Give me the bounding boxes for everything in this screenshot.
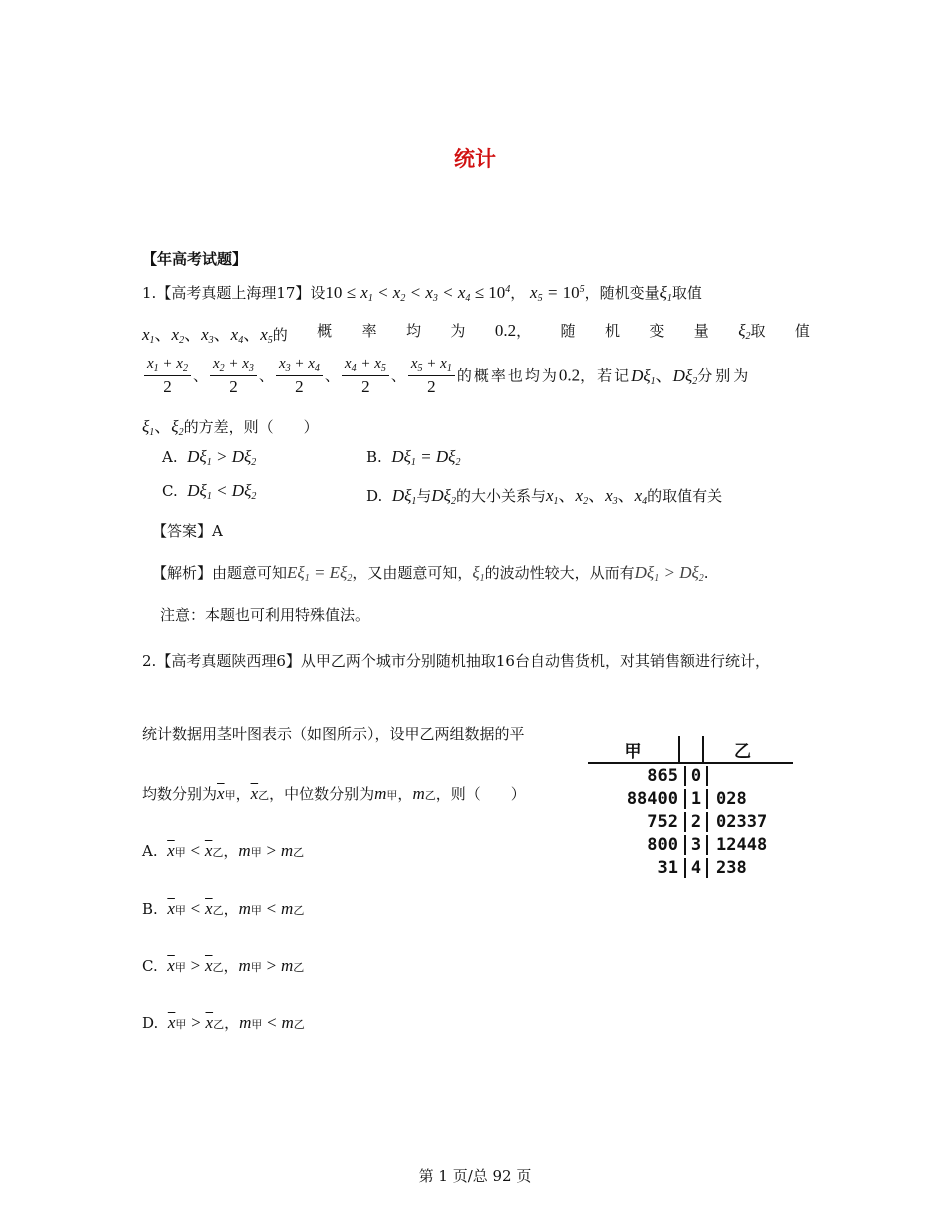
stem-1: 1 [684, 789, 708, 809]
q1-comma: ， [516, 322, 532, 340]
stem-row-0 [588, 764, 793, 787]
q2b-sub4: 乙 [293, 904, 305, 917]
m-yi: m [412, 784, 425, 803]
q1-xi12: $\xi_1$、$\xi_2$ [142, 417, 184, 438]
q1-prob-value: 0.2 [494, 321, 517, 340]
q1-line3-text: 的概率也均为 [456, 366, 559, 385]
q2-opt-a-median: > [266, 841, 277, 860]
sub-yi-1: 乙 [258, 789, 270, 802]
leaf-left-3: 800 [647, 834, 678, 855]
q1-w-3: 均 [406, 322, 422, 340]
q2-line3a: 均数分别为 [142, 785, 218, 803]
stem-row-4 [588, 856, 793, 879]
option-c-expr: $D\xi_1 < D\xi_2$ [187, 481, 257, 502]
q2-line1-text: 从甲乙两个城市分别随机抽取16台自动售货机，对其销售额进行统计， [300, 652, 770, 670]
analysis-label: 【解析】 [152, 564, 213, 582]
xbar-yi: $\overline{x}$ [250, 784, 259, 803]
q2-line3b: ，中位数分别为 [269, 785, 375, 803]
q1-analysis: 【解析】由题意可知$E\xi_1 = E\xi_2$，又由题意可知，$\xi_1$的波动性较大，从而有$D\xi_1 > D\xi_2$. [152, 563, 709, 584]
page-footer: 第 1 页/总 92 页 [418, 1167, 532, 1185]
leaf-right-1: 028 [716, 788, 747, 809]
sub-jia-2: 甲 [386, 789, 398, 802]
analysis-m3: $D\xi_1 > D\xi_2$ [634, 563, 704, 584]
q1-rv2-value: 值 [794, 322, 810, 340]
frac-5: $\frac{x_5 + x_1}{2}$ [408, 356, 455, 397]
q1-source: 【高考真题上海理17】 [156, 284, 311, 302]
q1-number: 1. [142, 284, 157, 302]
q1-option-a[interactable] [162, 447, 256, 468]
option-b-expr: $D\xi_1 = D\xi_2$ [391, 447, 461, 468]
q1-w-5: 随 [560, 322, 576, 340]
q2-line-1 [142, 650, 770, 671]
analysis-m1: $E\xi_1 = E\xi_2$ [287, 563, 353, 584]
option-d-t3: 的取值有关 [647, 487, 723, 505]
option-a-expr: $D\xi_1 > D\xi_2$ [187, 447, 257, 468]
q2-opt-d-median: < [267, 1013, 277, 1032]
q2c-sub4: 乙 [293, 961, 305, 974]
q2-line-2: 统计数据用茎叶图表示（如图所示），设甲乙两组数据的平 [142, 725, 525, 743]
q1-line-3: $\frac{x_1 + x_2}{2}$ 、 $\frac{x_2 + x_3}{2}$ 、 $\frac{x_3 + x_4}{2}$ 、 $\frac{x_4 + x_5}{2}$ 、 $\frac{x_5 + x_1}{2}$ 的概率也均为0.2，若记$D\xi_1$、$D\xi_2$分别为 [142, 356, 751, 397]
option-d-t2: 的大小关系与 [455, 487, 546, 505]
q2-option-a[interactable]: A. $\overline{x}$甲 < $\overline{x}$乙，m甲 > m乙 [142, 841, 305, 860]
m-jia: m [374, 784, 387, 803]
leaf-left-0: 865 [647, 765, 678, 786]
frac-3: $\frac{x_3 + x_4}{2}$ [276, 356, 323, 397]
q2d-sub2: 乙 [213, 1018, 225, 1031]
q1-line-2 [142, 320, 810, 346]
option-d-m3: $x_1$、$x_2$、$x_3$、$x_4$ [545, 486, 648, 507]
q2-opt-d-label: D. [142, 1014, 159, 1032]
stem-row-1 [588, 787, 793, 810]
q2c-sub1: 甲 [174, 961, 186, 974]
stem-3: 3 [684, 835, 708, 855]
q1-w-8: 量 [693, 322, 709, 340]
q1-xlist: $x_1$、$x_2$、$x_3$、$x_4$、$x_5$的 [142, 325, 288, 346]
option-d-label: D. [366, 487, 383, 505]
q1-w-2: 率 [361, 322, 377, 340]
q2-opt-c-mean: > [190, 956, 201, 975]
option-b-label: B. [366, 448, 382, 466]
q2-option-d[interactable]: D. $\overline{x}$甲 > $\overline{x}$乙，m甲 < m乙 [142, 1013, 305, 1032]
q2-opt-b-mean: < [190, 899, 201, 918]
q1-option-d[interactable] [366, 481, 722, 507]
q2-option-b[interactable]: B. $\overline{x}$甲 < $\overline{x}$乙，m甲 < m乙 [142, 899, 305, 918]
stem-row-2 [588, 810, 793, 833]
analysis-m2: $\xi_1$ [472, 563, 485, 584]
frac-4: $\frac{x_4 + x_5}{2}$ [342, 356, 389, 397]
analysis-t1: 由题意可知 [212, 564, 288, 582]
q1-note: 注意：本题也可利用特殊值法。 [160, 606, 371, 624]
q1-option-b[interactable] [366, 447, 460, 468]
q1-rv-text: ，随机变量 [584, 284, 660, 302]
q1-w-7: 变 [649, 322, 665, 340]
stem-0: 0 [684, 766, 708, 786]
q2-opt-c-label: C. [142, 957, 158, 975]
q2a-sub4: 乙 [293, 846, 305, 859]
section-heading: 【年高考试题】 [142, 250, 248, 268]
q1-line3-text2: ，若记 [580, 366, 632, 385]
q1-intro: 设 [310, 284, 326, 302]
q1-line4-text: 的方差，则（ ） [183, 418, 319, 436]
q2-opt-c-median: > [266, 956, 277, 975]
q1-option-c[interactable] [162, 481, 256, 502]
stem-header-yi: 乙 [734, 742, 751, 762]
sub-yi-2: 乙 [424, 789, 436, 802]
q1-condition: $10 \le x_1 < x_2 < x_3 < x_4 \le 10^4$ [325, 283, 511, 304]
q1-line-4 [142, 412, 319, 438]
option-c-label: C. [162, 482, 178, 500]
stem-4: 4 [684, 858, 708, 878]
option-d-m1: $D\xi_1$ [391, 486, 417, 507]
q1-w-1: 概 [317, 322, 333, 340]
q2-opt-d-mean: > [191, 1013, 201, 1032]
q2-opt-b-label: B. [142, 900, 158, 918]
q2b-sub3: 甲 [250, 904, 262, 917]
leaf-left-4: 31 [657, 857, 678, 878]
q2-line-3: 均数分别为$\overline{x}$甲，$\overline{x}$乙，中位数分别为m甲，m乙，则（ ） [142, 784, 526, 803]
q2d-sub4: 乙 [293, 1018, 305, 1031]
analysis-t3: 的波动性较大，从而有 [484, 564, 635, 582]
xbar-jia: $\overline{x}$ [217, 784, 225, 803]
q1-x5: $x_5 = 10^5$ [530, 283, 585, 304]
page-title: 统计 [454, 147, 496, 171]
option-d-m2: $D\xi_2$ [431, 486, 456, 507]
sub-jia-1: 甲 [224, 789, 236, 802]
option-d-t1: 与 [416, 487, 432, 505]
q2-opt-a-label: A. [142, 842, 158, 860]
leaf-left-1: 88400 [626, 788, 678, 809]
stem-2: 2 [684, 812, 708, 832]
q2-option-c[interactable]: C. $\overline{x}$甲 > $\overline{x}$乙，m甲 > m乙 [142, 956, 305, 975]
q1-xi1: $\xi_1$ [659, 283, 672, 304]
q1-line3-text3: 分别为 [697, 366, 752, 385]
q2-opt-a-mean: < [190, 841, 201, 860]
q2a-sub3: 甲 [250, 846, 262, 859]
q2-opt-b-median: < [266, 899, 277, 918]
stem-row-3 [588, 833, 793, 856]
q1-line-1 [142, 282, 702, 304]
q1-sep: ， [510, 284, 526, 302]
leaf-left-2: 752 [647, 811, 678, 832]
q2-line3c: ，则（ ） [435, 785, 526, 803]
q1-w-6: 机 [604, 322, 620, 340]
frac-2: $\frac{x_2 + x_3}{2}$ [210, 356, 257, 397]
q1-answer: 【答案】A [152, 522, 223, 540]
leaf-right-3: 12448 [716, 834, 768, 855]
q1-w-4: 为 [450, 322, 466, 340]
frac-1: $\frac{x_1 + x_2}{2}$ [144, 356, 191, 397]
stem-leaf-header [588, 736, 793, 764]
q2c-sub2: 乙 [212, 961, 224, 974]
q2a-sub2: 乙 [212, 846, 224, 859]
q2-source: 【高考真题陕西理6】 [156, 652, 301, 670]
stem-header-jia: 甲 [624, 742, 642, 762]
q2b-sub2: 乙 [212, 904, 224, 917]
q2a-sub1: 甲 [174, 846, 186, 859]
q1-dxi: $D\xi_1$、$D\xi_2$ [631, 365, 698, 387]
q2-number: 2. [142, 652, 157, 670]
q1-xi2: $\xi_2$ [738, 321, 751, 342]
q2c-sub3: 甲 [250, 961, 262, 974]
stem-header-divider [678, 736, 704, 762]
q1-rv2-take: 取 [750, 322, 766, 340]
option-a-label: A. [162, 448, 178, 466]
q2b-sub1: 甲 [174, 904, 186, 917]
q2d-sub1: 甲 [175, 1018, 187, 1031]
q2d-sub3: 甲 [251, 1018, 263, 1031]
q1-line3-value: 0.2 [558, 365, 581, 385]
analysis-t2: ，又由题意可知， [352, 564, 473, 582]
leaf-right-4: 238 [716, 857, 747, 878]
q1-take: 取值 [671, 284, 702, 302]
leaf-right-2: 02337 [716, 811, 768, 832]
stem-leaf-figure [588, 736, 793, 879]
